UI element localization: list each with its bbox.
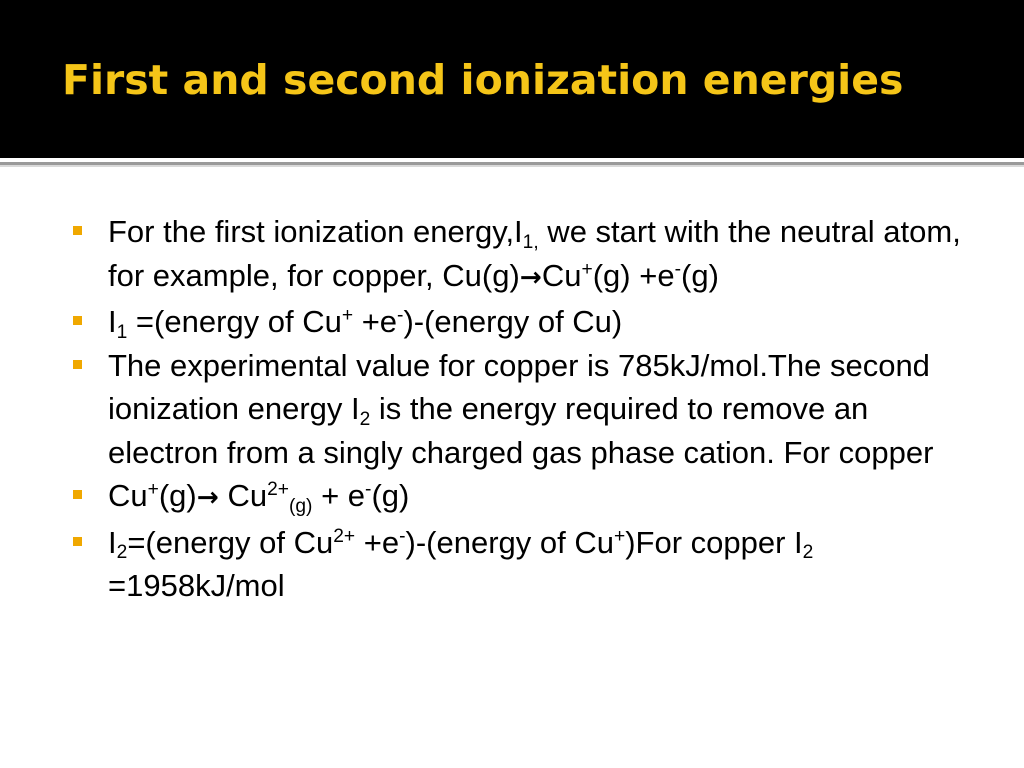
text-run: +e [355,524,400,560]
text-run: Cu [541,257,582,293]
text-run: (g) [371,478,410,513]
bullet-item-experimental-value [73,344,973,475]
text-run: we start with the neutral atom, for example, for copper, Cu(g) [108,214,961,293]
superscript: 2+ [333,525,356,547]
subscript: (g) [288,495,313,517]
superscript: + [613,525,626,547]
text-run: +e [353,304,398,339]
superscript: - [399,525,406,547]
text-run: I [108,304,117,339]
bullet-text [108,344,973,475]
bullet-square-icon [73,537,82,546]
slide-title: First and second ionization energies [62,56,904,104]
bullet-square-icon [73,490,82,499]
bullet-square-icon [73,316,82,325]
bullet-item-first-ionization [73,210,973,300]
text-run: =1958kJ/mol [108,568,285,603]
bullet-item-i1-equation [73,300,973,344]
subscript: 2 [116,542,128,564]
superscript: + [581,258,593,280]
superscript: + [147,479,159,501]
bullet-square-icon [73,226,82,235]
text-run: (g) [158,478,197,513]
text-run: )-(energy of Cu) [403,304,623,339]
text-run: I [108,524,117,560]
text-run: Cu [218,478,268,513]
subscript: 1 [116,321,128,343]
text-run: is the energy required to remove an electron from a singly charged gas phase cation. For copper [108,391,934,470]
title-divider-highlight [0,165,1024,167]
text-run: )For copper I [625,524,803,560]
text-run: The experimental value for copper is 785kJ/mol.The second ionization energy I [108,347,930,426]
superscript: - [674,258,681,280]
bullet-list [73,210,973,608]
subscript: 1, [522,231,539,253]
title-bar [0,0,1024,158]
text-run: For the first ionization energy,I [108,214,523,249]
right-arrow-icon: → [519,262,542,293]
right-arrow-icon: → [196,483,219,513]
text-run: + e [312,478,366,513]
superscript: 2+ [267,479,289,501]
bullet-square-icon [73,360,82,369]
subscript: 2 [359,408,371,430]
superscript: + [341,305,354,327]
text-run: =(energy of Cu [127,524,334,560]
bullet-text [108,300,973,344]
superscript: - [397,305,404,327]
bullet-text [108,521,973,608]
subscript: 2 [802,542,814,564]
text-run: =(energy of Cu [127,304,342,339]
bullet-text [108,210,973,300]
bullet-item-second-reaction [73,474,973,521]
superscript: - [365,479,372,501]
text-run: )-(energy of Cu [405,524,614,560]
bullet-text [108,474,973,521]
text-run: Cu [108,478,148,513]
text-run: (g) [681,257,719,293]
text-run: (g) +e [592,257,675,293]
bullet-item-i2-equation [73,521,973,608]
